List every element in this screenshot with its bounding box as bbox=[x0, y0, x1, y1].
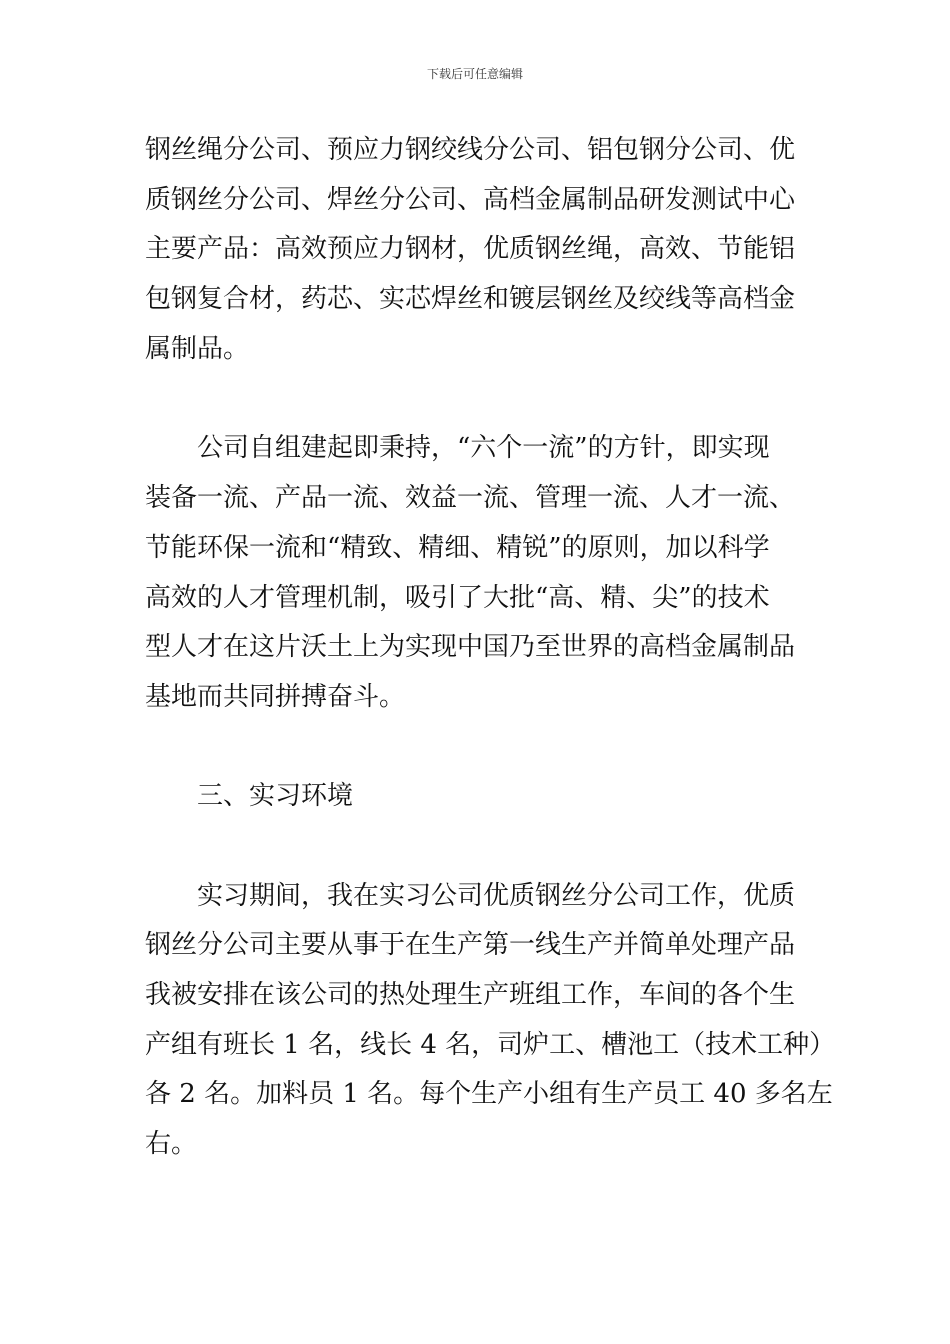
text-line: 钢丝分公司主要从事于在生产第一线生产并简单处理产品 bbox=[145, 930, 796, 960]
text-line: 公司自组建起即秉持，“六个一流”的方针，即实现 bbox=[197, 433, 770, 463]
text-line: 节能环保一流和“精致、精细、精锐”的原则，加以科学 bbox=[145, 533, 770, 563]
text-line: 产组有班长 1 名，线长 4 名，司炉工、槽池工（技术工种） bbox=[145, 1030, 836, 1060]
text-line: 实习期间，我在实习公司优质钢丝分公司工作，优质 bbox=[197, 881, 796, 911]
text-line: 我被安排在该公司的热处理生产班组工作，车间的各个生 bbox=[145, 980, 796, 1010]
text-line: 基地而共同拼搏奋斗。 bbox=[145, 682, 406, 712]
text-line: 右。 bbox=[145, 1129, 198, 1159]
text-line: 质钢丝分公司、焊丝分公司、高档金属制品研发测试中心 bbox=[145, 185, 796, 215]
page-header: 下载后可任意编辑 bbox=[426, 67, 523, 81]
section-heading: 三、实习环境 bbox=[197, 781, 354, 811]
text-line: 属制品。 bbox=[145, 334, 250, 364]
text-line: 主要产品：高效预应力钢材，优质钢丝绳，高效、节能铝 bbox=[145, 234, 796, 264]
text-line: 型人才在这片沃土上为实现中国乃至世界的高档金属制品 bbox=[145, 632, 796, 662]
text-line: 高效的人才管理机制，吸引了大批“高、精、尖”的技术 bbox=[145, 583, 770, 613]
text-line: 装备一流、产品一流、效益一流、管理一流、人才一流、 bbox=[145, 483, 796, 513]
text-line: 包钢复合材，药芯、实芯焊丝和镀层钢丝及绞线等高档金 bbox=[145, 284, 796, 314]
text-line: 各 2 名。加料员 1 名。每个生产小组有生产员工 40 多名左 bbox=[145, 1079, 833, 1109]
text-line: 钢丝绳分公司、预应力钢绞线分公司、铝包钢分公司、优 bbox=[145, 135, 796, 165]
